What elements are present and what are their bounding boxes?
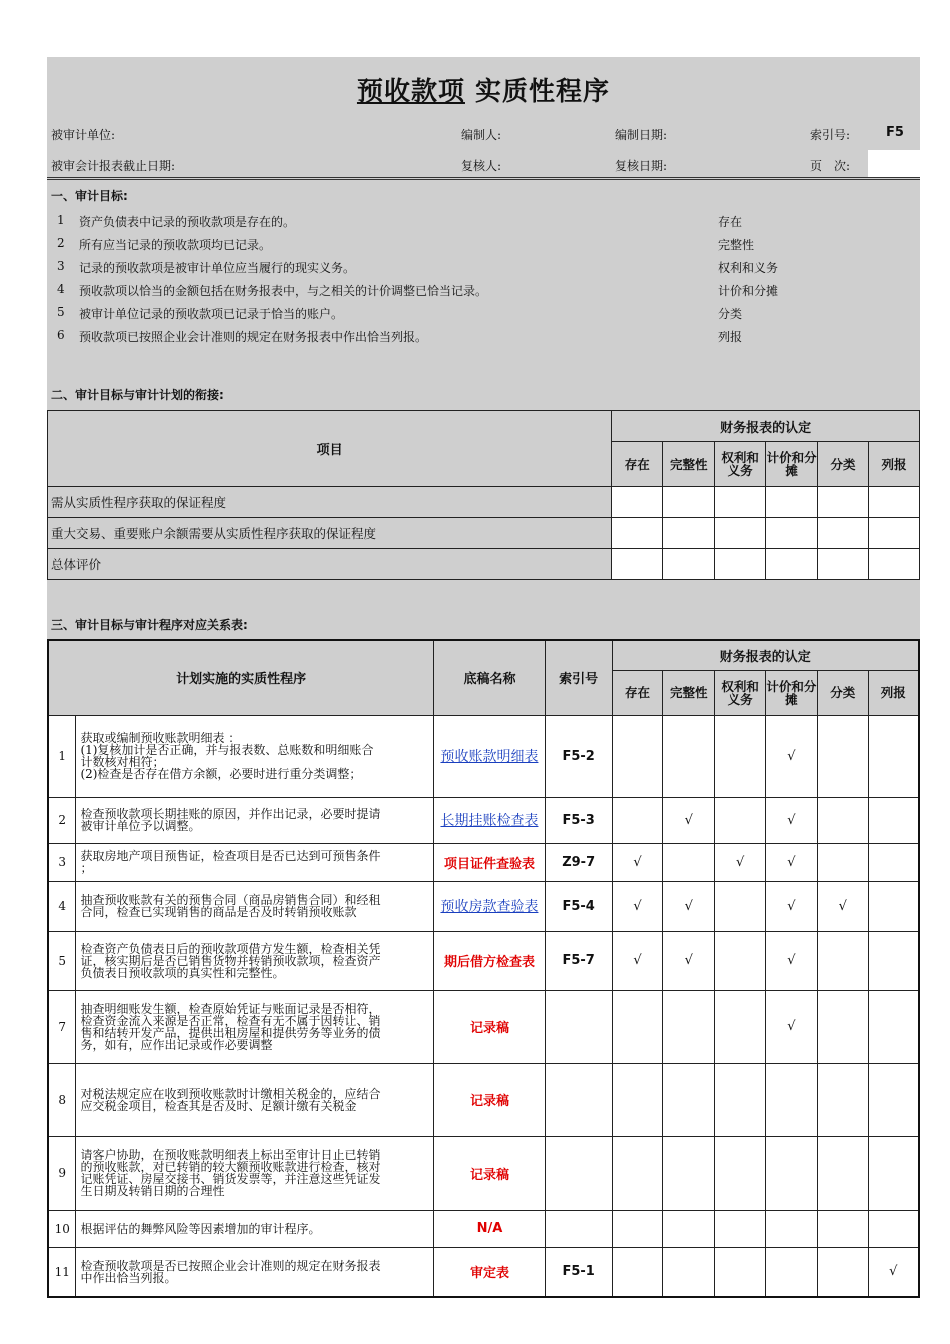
assertion-cell[interactable] [766, 1210, 818, 1247]
assertion-cell[interactable] [663, 990, 715, 1063]
col-index-header: 索引号 [545, 640, 612, 715]
assertion-cell[interactable] [817, 843, 868, 881]
workpaper-index [545, 990, 612, 1063]
workpaper-link[interactable]: 长期挂账检查表 [434, 797, 546, 843]
procedure-row [48, 1136, 919, 1210]
assurance-input-cell[interactable] [766, 549, 818, 580]
procedure-line: 获取房地产项目预售证，检查项目是否已达到可预售条件 [80, 849, 381, 863]
assertion-cell[interactable] [663, 1247, 715, 1297]
auditee-label: 被审计单位: [51, 128, 116, 142]
index-value: F5 [886, 125, 904, 140]
check-mark[interactable]: √ [817, 881, 868, 931]
procedure-row [48, 715, 919, 797]
procedure-line: 根据评估的舞弊风险等因素增加的审计程序。 [80, 1221, 321, 1236]
procedure-line: 中作出恰当列报。 [80, 1270, 177, 1285]
objective-text: 预收款项已按照企业会计准则的规定在财务报表中作出恰当列报。 [79, 330, 428, 344]
assertion-header: 分类 [817, 670, 868, 715]
procedure-number: 3 [48, 843, 76, 881]
assertion-cell[interactable] [715, 1136, 766, 1210]
plan-row [48, 549, 920, 580]
procedure-number: 9 [48, 1136, 76, 1210]
assurance-input-cell[interactable] [612, 487, 663, 518]
assurance-input-cell[interactable] [818, 518, 869, 549]
period-label: 被审会计报表截止日期: [51, 159, 176, 173]
assertion-group-header: 财务报表的认定 [612, 411, 920, 442]
assurance-input-cell[interactable] [818, 549, 869, 580]
assertion-header: 计价和分摊 [766, 670, 818, 715]
prep-date-label: 编制日期: [615, 128, 668, 142]
assertion-cell[interactable] [715, 931, 766, 990]
objective-assertion: 列报 [718, 330, 743, 344]
check-mark[interactable]: √ [663, 931, 715, 990]
procedure-row [48, 1247, 919, 1297]
procedure-line: 检查预收款项长期挂账的原因，并作出记录，必要时提请 [80, 807, 381, 821]
workpaper-name: 项目证件查验表 [434, 843, 546, 881]
procedure-text [76, 881, 434, 931]
procedure-line: 务，如有，应作出记录或作必要调整 [80, 1037, 273, 1052]
procedure-line: 售和结转开发产品，提供出租房屋和提供劳务等业务的债 [80, 1025, 381, 1040]
objective-number: 6 [57, 328, 65, 342]
assertion-cell[interactable] [817, 1247, 868, 1297]
procedure-line: 计数核对相符； [80, 755, 165, 769]
check-mark[interactable]: √ [868, 1247, 919, 1297]
assertion-header: 计价和分摊 [766, 442, 818, 487]
review-date-label: 复核日期: [615, 159, 668, 173]
plan-row-label: 需从实质性程序获取的保证程度 [48, 487, 612, 518]
title-rest: 实质性程序 [475, 77, 611, 107]
assertion-cell[interactable] [663, 843, 715, 881]
procedure-line: 抽查预收账款有关的预售合同（商品房销售合同）和经租 [80, 893, 381, 907]
assertion-cell[interactable] [868, 1136, 919, 1210]
objective-number: 2 [57, 236, 65, 250]
workpaper-index [545, 1210, 612, 1247]
check-mark[interactable]: √ [766, 990, 818, 1063]
assurance-input-cell[interactable] [818, 487, 869, 518]
procedure-number: 11 [48, 1247, 76, 1297]
procedure-row [48, 843, 919, 881]
procedure-row [48, 881, 919, 931]
assertion-header: 完整性 [663, 670, 715, 715]
assertion-header: 列报 [868, 670, 919, 715]
assertion-cell[interactable] [715, 990, 766, 1063]
plan-row-label: 重大交易、重要账户余额需要从实质性程序获取的保证程度 [48, 518, 612, 549]
preparer-label: 编制人: [461, 128, 502, 142]
check-mark[interactable]: √ [766, 843, 818, 881]
assertion-cell[interactable] [612, 1247, 663, 1297]
assertion-cell[interactable] [766, 1136, 818, 1210]
assertion-header: 权利和义务 [715, 442, 766, 487]
assertion-cell[interactable] [817, 797, 868, 843]
objective-assertion: 完整性 [718, 238, 755, 252]
title-underlined: 预收款项 [356, 77, 465, 107]
procedure-text [76, 843, 434, 881]
check-mark[interactable]: √ [663, 797, 715, 843]
workpaper-name: 审定表 [434, 1247, 546, 1297]
procedure-line: (2)检查是否存在借方余额，必要时进行重分类调整； [80, 767, 362, 781]
procedure-number: 10 [48, 1210, 76, 1247]
objective-text: 预收款项以恰当的金额包括在财务报表中，与之相关的计价调整已恰当记录。 [79, 284, 488, 298]
check-mark[interactable]: √ [715, 843, 766, 881]
objective-assertion: 计价和分摊 [718, 284, 779, 298]
procedure-text [76, 715, 434, 797]
assurance-input-cell[interactable] [663, 518, 715, 549]
check-mark[interactable]: √ [612, 931, 663, 990]
assertion-cell[interactable] [868, 797, 919, 843]
workpaper-index: F5-3 [545, 797, 612, 843]
assertion-cell[interactable] [612, 715, 663, 797]
assertion-cell[interactable] [868, 843, 919, 881]
procedure-text [76, 1063, 434, 1136]
procedure-number: 8 [48, 1063, 76, 1136]
objective-text: 被审计单位记录的预收款项已记录于恰当的账户。 [79, 307, 344, 321]
procedure-line: 的预收账款，对已转销的较大额预收账款进行检查，核对 [80, 1160, 381, 1174]
assertion-cell[interactable] [612, 1210, 663, 1247]
procedure-line: ； [80, 861, 93, 875]
assertion-cell[interactable] [817, 931, 868, 990]
col-procedure-header: 计划实施的实质性程序 [48, 640, 434, 715]
procedure-row [48, 797, 919, 843]
procedure-text [76, 990, 434, 1063]
procedure-text [76, 931, 434, 990]
assertion-cell[interactable] [612, 797, 663, 843]
assertion-header: 列报 [868, 442, 919, 487]
reviewer-label: 复核人: [461, 159, 502, 173]
workpaper-name: 记录稿 [434, 1063, 546, 1136]
procedure-line: 检查预收款项是否已按照企业会计准则的规定在财务报表 [80, 1258, 381, 1273]
check-mark[interactable]: √ [766, 797, 818, 843]
section3-title: 三、审计目标与审计程序对应关系表: [51, 618, 248, 632]
check-mark[interactable]: √ [766, 931, 818, 990]
workpaper-index: F5-1 [545, 1247, 612, 1297]
check-mark[interactable]: √ [612, 881, 663, 931]
assurance-input-cell[interactable] [612, 518, 663, 549]
page-number-cell[interactable] [868, 150, 920, 177]
objective-text: 所有应当记录的预收款项均已记录。 [79, 238, 272, 252]
section2-title: 二、审计目标与审计计划的衔接: [51, 388, 224, 402]
procedure-line: 负债表日预收款项的真实性和完整性。 [80, 965, 285, 980]
assurance-input-cell[interactable] [663, 487, 715, 518]
workpaper-name: 记录稿 [434, 1136, 546, 1210]
procedure-text [76, 1210, 434, 1247]
procedure-line: 生日期及转销日期的合理性 [80, 1184, 225, 1198]
divider [47, 179, 920, 180]
procedure-number: 5 [48, 931, 76, 990]
workpaper-link[interactable]: 预收房款查验表 [434, 881, 546, 931]
plan-row [48, 487, 920, 518]
assertion-cell[interactable] [663, 1210, 715, 1247]
check-mark[interactable]: √ [766, 881, 818, 931]
assurance-input-cell[interactable] [766, 518, 818, 549]
assertion-cell[interactable] [766, 1247, 818, 1297]
assertion-cell[interactable] [868, 881, 919, 931]
assertion-header: 存在 [612, 442, 663, 487]
plan-row-label: 总体评价 [48, 549, 612, 580]
procedure-line: 抽查明细账发生额，检查原始凭证与账面记录是否相符， [80, 1001, 381, 1016]
assertion-cell[interactable] [715, 1063, 766, 1136]
procedure-line: 请客户协助，在预收账款明细表上标出至审计日止已转销 [80, 1148, 381, 1162]
workpaper-index: Z9-7 [545, 843, 612, 881]
assurance-input-cell[interactable] [663, 549, 715, 580]
procedure-line: 对税法规定应在收到预收账款时计缴相关税金的，应结合 [80, 1086, 381, 1101]
objective-assertion: 存在 [718, 215, 743, 229]
workpaper-index [545, 1063, 612, 1136]
divider [47, 177, 920, 178]
assertion-cell[interactable] [715, 797, 766, 843]
assertion-cell[interactable] [612, 1136, 663, 1210]
assertion-cell[interactable] [868, 1210, 919, 1247]
procedure-row [48, 931, 919, 990]
assertion-cell[interactable] [612, 990, 663, 1063]
assurance-input-cell[interactable] [868, 549, 919, 580]
assertion-header: 完整性 [663, 442, 715, 487]
assertion-cell[interactable] [868, 931, 919, 990]
assertion-cell[interactable] [715, 881, 766, 931]
page-title [47, 71, 920, 108]
assertion-cell[interactable] [715, 1210, 766, 1247]
assertion-header: 权利和义务 [715, 670, 766, 715]
assertion-cell[interactable] [715, 1247, 766, 1297]
procedure-line: 应交税金项目，检查其是否及时、足额计缴有关税金 [80, 1098, 357, 1113]
procedure-row [48, 1063, 919, 1136]
procedure-table [47, 639, 920, 1298]
assertion-cell[interactable] [817, 715, 868, 797]
procedure-line: 检查资金流入来源是否正常，检查有无不属于因转让、销 [80, 1013, 381, 1028]
procedure-line: 记账凭证、房屋交接书、销货发票等，并注意这些凭证发 [80, 1172, 381, 1186]
worksheet [47, 57, 920, 1297]
procedure-text [76, 1247, 434, 1297]
assertion-cell[interactable] [663, 1063, 715, 1136]
check-mark[interactable]: √ [766, 715, 818, 797]
assertion-cell[interactable] [663, 715, 715, 797]
assertion-cell[interactable] [715, 715, 766, 797]
assertion-cell[interactable] [817, 990, 868, 1063]
objective-number: 5 [57, 305, 65, 319]
assertion-cell[interactable] [817, 1210, 868, 1247]
objective-text: 记录的预收款项是被审计单位应当履行的现实义务。 [79, 261, 356, 275]
procedure-rows [48, 715, 919, 1297]
objective-number: 4 [57, 282, 65, 296]
workpaper-name: N/A [434, 1210, 546, 1247]
workpaper-index: F5-7 [545, 931, 612, 990]
workpaper-index [545, 1136, 612, 1210]
section1-title: 一、审计目标: [51, 189, 128, 203]
workpaper-name: 期后借方检查表 [434, 931, 546, 990]
assertion-cell[interactable] [868, 715, 919, 797]
plan-link-table [47, 410, 920, 580]
assurance-input-cell[interactable] [868, 518, 919, 549]
procedure-row [48, 990, 919, 1063]
assurance-input-cell[interactable] [715, 518, 766, 549]
assertion-header: 存在 [612, 670, 663, 715]
procedure-line: 获取或编制预收账款明细表 ： [80, 731, 241, 745]
objective-text: 资产负债表中记录的预收款项是存在的。 [79, 215, 296, 229]
assertion-group-header-2: 财务报表的认定 [612, 640, 919, 670]
procedure-number: 2 [48, 797, 76, 843]
objective-number: 1 [57, 213, 65, 227]
assertion-cell[interactable] [817, 1136, 868, 1210]
procedure-line: 合同，检查已实现销售的商品是否及时转销预收账款 [80, 905, 357, 919]
plan-rows [48, 487, 920, 580]
col-doc-header: 底稿名称 [434, 640, 546, 715]
procedure-number: 1 [48, 715, 76, 797]
procedure-row [48, 1210, 919, 1247]
workpaper-index: F5-4 [545, 881, 612, 931]
assurance-input-cell[interactable] [715, 549, 766, 580]
workpaper-link[interactable]: 预收账款明细表 [434, 715, 546, 797]
assurance-input-cell[interactable] [766, 487, 818, 518]
workpaper-name: 记录稿 [434, 990, 546, 1063]
objective-assertion: 权利和义务 [718, 261, 779, 275]
procedure-line: 被审计单位予以调整。 [80, 819, 201, 833]
assertion-cell[interactable] [766, 1063, 818, 1136]
assurance-input-cell[interactable] [868, 487, 919, 518]
assertion-header: 分类 [818, 442, 869, 487]
page-label: 页 次: [810, 159, 851, 173]
procedure-text [76, 1136, 434, 1210]
index-label: 索引号: [810, 128, 851, 142]
procedure-line: 检查资产负债表日后的预收款项借方发生额，检查相关凭 [80, 941, 381, 956]
check-mark[interactable]: √ [663, 881, 715, 931]
assurance-input-cell[interactable] [612, 549, 663, 580]
procedure-line: (1)复核加计是否正确，并与报表数、总账数和明细账合 [80, 743, 374, 757]
plan-row [48, 518, 920, 549]
col-item-header: 项目 [48, 411, 612, 487]
workpaper-index: F5-2 [545, 715, 612, 797]
assertion-cell[interactable] [663, 1136, 715, 1210]
procedure-text [76, 797, 434, 843]
objective-assertion: 分类 [718, 307, 743, 321]
assertion-cell[interactable] [817, 1063, 868, 1136]
check-mark[interactable]: √ [612, 843, 663, 881]
procedure-number: 7 [48, 990, 76, 1063]
assertion-cell[interactable] [868, 990, 919, 1063]
assertion-cell[interactable] [612, 1063, 663, 1136]
assertion-cell[interactable] [868, 1063, 919, 1136]
objective-number: 3 [57, 259, 65, 273]
procedure-number: 4 [48, 881, 76, 931]
procedure-line: 证，核实期后是否已销售货物并转销预收款项，检查资产 [80, 953, 381, 968]
assurance-input-cell[interactable] [715, 487, 766, 518]
